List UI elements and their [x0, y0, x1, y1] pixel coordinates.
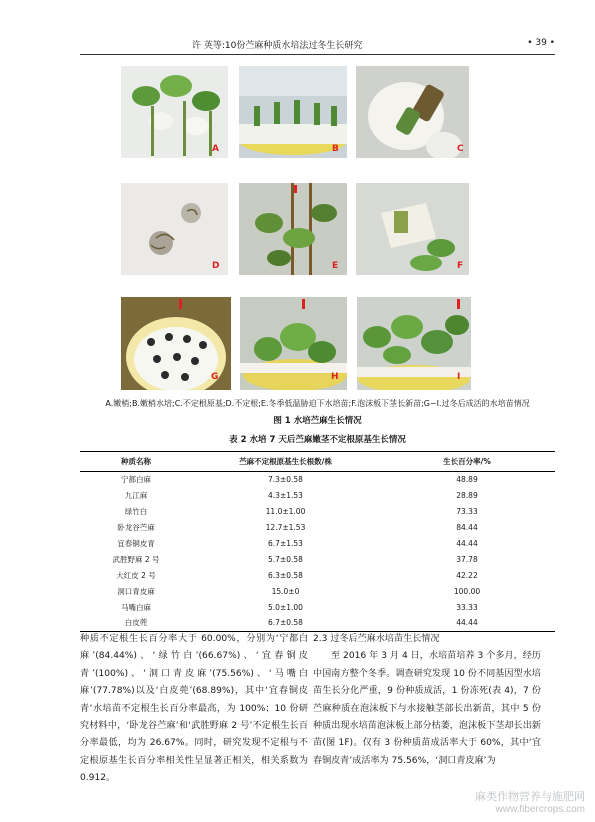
cell-count: 7.3±0.58: [268, 475, 303, 485]
body-paragraph: 种质不定根生长百分率大于 60.00%，分别为‘宁都白麻’(84.44%)、‘绿竹白’(66.67%)、‘宜春铜皮青’(100%)、‘洞口青皮麻’(75.56%)、‘马嘴白麻’(77.78%)以及‘白皮蔸’(68.89%)，其中‘宜春铜皮青’水培苗不定根生长百分率最高，为 100%；10 份研究材料中，‘卧龙谷苎麻’和‘武胜野麻 2 号’不定根生长百分率最低，均为 26.67%。同时，研究发现不定根与不定根原基生长百分率相关性呈显著正相关，相关系数为 0.912。: [80, 634, 308, 784]
panel-label-e: E: [332, 261, 339, 271]
figure-caption: 图 1 水培苎麻生长情况: [273, 416, 362, 426]
panel-label-d: D: [212, 261, 220, 271]
cell-name: 白皮蔸: [80, 615, 192, 631]
photo-panel-i: [357, 297, 471, 390]
table-row: [80, 567, 555, 583]
cell-count: 6.3±0.58: [268, 570, 303, 580]
col-header-name: 种质名称: [80, 452, 192, 472]
table-caption: 表 2 水培 7 天后苎麻嫩茎不定根原基生长情况: [229, 435, 406, 445]
body-column-left: [80, 631, 308, 788]
cell-count: 5.0±1.00: [268, 602, 303, 612]
cell-percent: 84.44: [456, 523, 478, 533]
table-row: [80, 551, 555, 567]
cell-percent: 33.33: [456, 602, 478, 612]
running-title: 许 英等:10份苎麻种质水培法过冬生长研究: [192, 41, 363, 51]
cell-count: 5.7±0.58: [268, 554, 303, 564]
cell-percent: 28.89: [456, 491, 478, 501]
cell-count: 11.0±1.00: [265, 507, 306, 517]
cell-name: 马嘴白麻: [121, 602, 151, 612]
cell-count: 4.3±1.53: [268, 491, 303, 501]
photo-panel-c: [356, 66, 469, 158]
body-paragraph: 至 2016 年 3 月 4 日，水培苗培养 3 个多月，经历中国南方整个冬季。调查研究发现 10 份不同基因型水培苗生长分化严重，9 份种质成活，1 份冻死(表 4)，7 份苎麻种质在泡沫板下与水接触茎部长出新苗，其中 5 份种质出现水培苗泡沫板上部分枯萎，泡沫板下茎却长出新苗(图 1F)。仅有 3 份种质苗成活率大于 60%，其中‘宜春铜皮青’成活率为 75.56%，‘洞口青皮麻’为: [313, 651, 541, 766]
cell-percent: 44.44: [379, 615, 555, 631]
photo-panel-f: [356, 183, 469, 275]
cell-name: 大红皮 2 号: [116, 570, 156, 580]
panel-label-f: F: [457, 261, 464, 271]
cell-percent: 37.78: [456, 554, 478, 564]
photo-panel-b: [239, 66, 347, 158]
table-row: [80, 536, 555, 552]
panel-label-h: H: [331, 372, 339, 382]
cell-count: 6.7±1.53: [268, 539, 303, 548]
cell-name: 武胜野麻 2 号: [112, 554, 160, 564]
table-row: [80, 472, 555, 488]
table-row: [80, 615, 555, 631]
data-table: [80, 451, 555, 632]
section-heading: 2.3 过冬后苎麻水培苗生长情况: [313, 634, 440, 644]
panel-label-b: B: [332, 144, 339, 154]
cell-percent: 73.33: [456, 507, 478, 517]
panel-label-i: I: [457, 372, 461, 382]
watermark-title: 麻类作物营养与施肥网: [475, 791, 585, 803]
cell-count: 12.7±1.53: [265, 523, 306, 533]
cell-percent: 48.89: [456, 475, 478, 485]
col-header-percent: 生长百分率/%: [379, 452, 555, 472]
cell-name: 卧龙谷苎麻: [117, 523, 155, 533]
body-column-right: [313, 631, 541, 770]
table-row: [80, 583, 555, 599]
page-header: [80, 38, 555, 52]
header-rule: [80, 54, 555, 55]
cell-percent: 44.44: [456, 539, 478, 548]
cell-name: 宁都白麻: [121, 475, 151, 485]
table-row: [80, 520, 555, 536]
table-header-row: [80, 452, 555, 472]
panel-label-g: G: [211, 372, 219, 382]
cell-percent: 100.00: [453, 586, 481, 596]
photo-panel-e: [239, 183, 347, 275]
panel-label-a: A: [212, 144, 219, 154]
cell-name: 绿竹白: [124, 507, 148, 517]
cell-percent: 42.22: [456, 570, 478, 580]
watermark-url: www.fibercrops.com: [495, 804, 585, 815]
page-number: • 39 •: [527, 38, 555, 48]
table-row: [80, 504, 555, 520]
cell-count: 15.0±0: [271, 586, 300, 596]
cell-count: 6.7±0.58: [192, 615, 379, 631]
table-row: [80, 599, 555, 615]
col-header-count: 苎麻不定根原基生长根数/株: [192, 452, 379, 472]
cell-name: 洞口青皮麻: [117, 586, 155, 596]
cell-name: 九江麻: [124, 491, 148, 501]
figure-legend: A.嫩梢;B.嫩梢水培;C.不定根原基;D.不定根;E.冬季低温胁迫下水培苗;F.泡沫板下茎长新苗;G~I.过冬后成活的水培苗情况: [105, 399, 530, 408]
panel-label-c: C: [457, 144, 464, 154]
table-row: [80, 488, 555, 504]
cell-name: 宜春铜皮青: [117, 539, 155, 548]
